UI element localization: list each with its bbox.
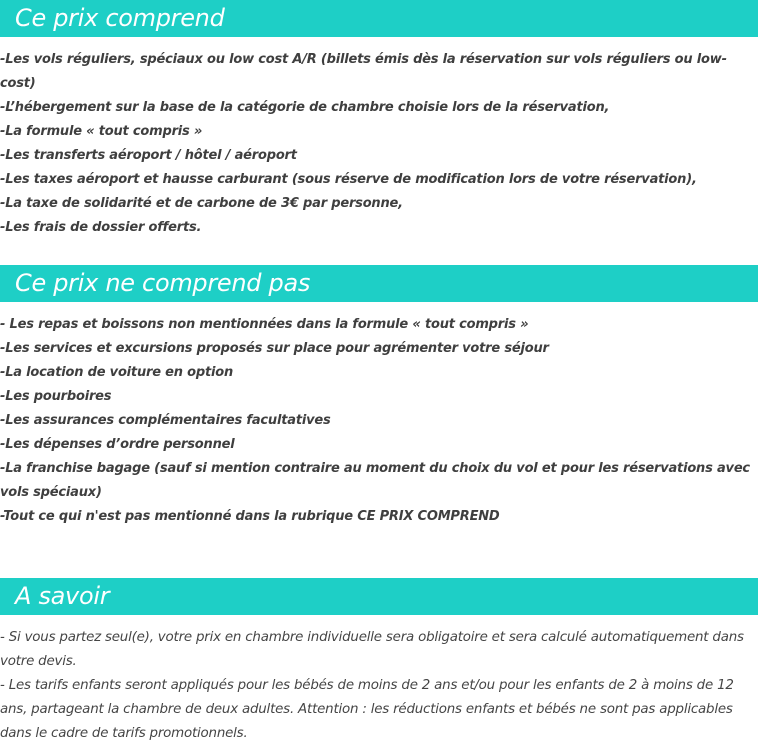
included-list — [0, 48, 752, 240]
list-item: - Si vous partez seul(e), votre prix en chambre individuelle sera obligatoire et sera calculé automatiquement dans votre devis. — [0, 630, 744, 669]
section-title-not-included: Ce prix ne comprend pas — [15, 269, 311, 297]
good-to-know-list — [0, 626, 752, 746]
list-item: -La formule « tout compris » — [0, 124, 203, 139]
list-item: -Les frais de dossier offerts. — [0, 220, 202, 235]
list-item: -Tout ce qui n'est pas mentionné dans la rubrique CE PRIX COMPREND — [0, 509, 500, 524]
list-item: -Les services et excursions proposés sur place pour agrémenter votre séjour — [0, 341, 549, 356]
list-item: -La taxe de solidarité et de carbone de 3€ par personne, — [0, 196, 403, 211]
section-header-not-included — [0, 265, 758, 302]
list-item: - Les repas et boissons non mentionnées dans la formule « tout compris » — [0, 317, 529, 332]
section-title-good-to-know: A savoir — [15, 582, 110, 610]
not-included-list — [0, 313, 752, 529]
list-item: - Les tarifs enfants seront appliqués pour les bébés de moins de 2 ans et/ou pour les enfants de 2 à moins de 12 ans, partageant la chambre de deux adultes. Attention : les réductions enfants et bébés ne sont pas applicables dans le cadre de tarifs promotionnels. — [0, 678, 734, 741]
list-item: -Les transferts aéroport / hôtel / aéroport — [0, 148, 297, 163]
list-item: -La location de voiture en option — [0, 365, 234, 380]
section-header-included — [0, 0, 758, 37]
list-item: -Les vols réguliers, spéciaux ou low cost A/R (billets émis dès la réservation sur vols réguliers ou low-cost) — [0, 52, 727, 91]
list-item: -Les pourboires — [0, 389, 112, 404]
list-item: -Les dépenses d’ordre personnel — [0, 437, 235, 452]
section-header-good-to-know — [0, 578, 758, 615]
list-item: -Les assurances complémentaires facultatives — [0, 413, 331, 428]
section-title-included: Ce prix comprend — [15, 4, 225, 32]
list-item: -L’hébergement sur la base de la catégorie de chambre choisie lors de la réservation, — [0, 100, 610, 115]
list-item: -La franchise bagage (sauf si mention contraire au moment du choix du vol et pour les réservations avec vols spéciaux) — [0, 461, 750, 500]
list-item: -Les taxes aéroport et hausse carburant (sous réserve de modification lors de votre réservation), — [0, 172, 697, 187]
